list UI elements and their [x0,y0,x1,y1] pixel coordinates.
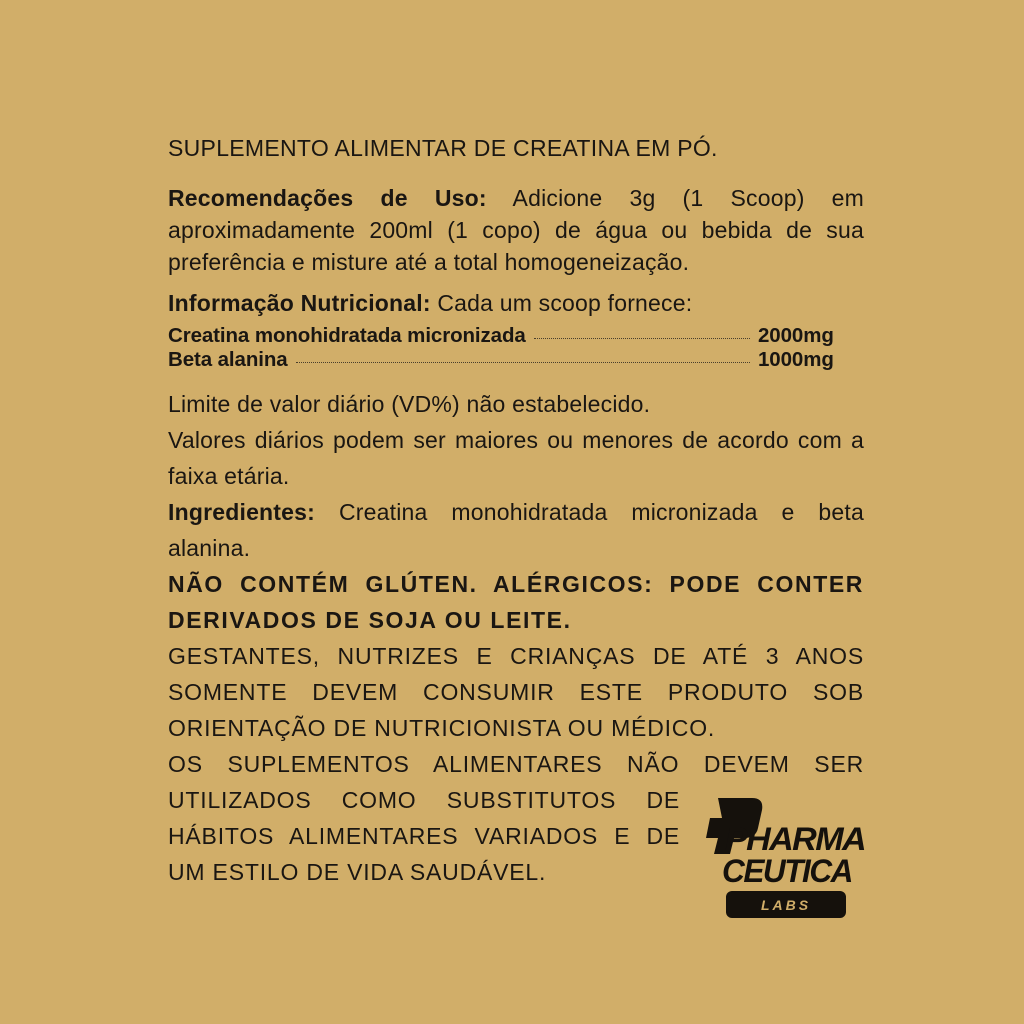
nutrition-text: Cada um scoop fornece: [430,290,693,316]
logo-badge-text: LABS [760,897,812,913]
nutrition-row-beta-alanine [168,348,850,372]
supplement-warning-line-3: HÁBITOS ALIMENTARES VARIADOS E DE [168,823,680,849]
nutrient-name: Creatina monohidratada micronizada [168,324,526,347]
daily-values-note: Valores diários podem ser maiores ou menores de acordo com a faixa etária. [168,427,864,489]
usage-recommendation [168,182,864,278]
dot-leader [296,362,750,363]
nutrition-row-creatine [168,324,850,348]
logo-line-1: PHARMA [725,821,865,857]
product-type: SUPLEMENTO ALIMENTAR DE CREATINA EM PÓ. [168,135,718,161]
usage-heading: Recomendações de Uso: [168,185,487,211]
ingredients-heading: Ingredientes: [168,499,316,525]
product-label [168,128,864,890]
dot-leader [534,338,750,339]
allergen-warning: NÃO CONTÉM GLÚTEN. ALÉRGICOS: PODE CONTER DERIVADOS DE SOJA OU LEITE. [168,571,864,633]
nutrient-amount: 1000mg [758,348,834,371]
supplement-warning-line-4: UM ESTILO DE VIDA SAUDÁVEL. [168,859,547,885]
logo-line-2: CEUTICA [722,853,852,889]
vd-note: Limite de valor diário (VD%) não estabelecido. [168,391,651,417]
usage-text: Adicione 3g (1 Scoop) em aproximadamente 200ml (1 copo) de água ou bebida de sua preferência e misture até a total homogeneização. [168,185,864,275]
nutrient-name: Beta alanina [168,348,288,371]
ingredients-text: Creatina monohidratada micronizada e beta alanina. [168,499,864,561]
nutrient-amount: 2000mg [758,324,834,347]
supplement-warning-line-1: OS SUPLEMENTOS ALIMENTARES NÃO DEVEM SER [168,751,864,777]
nutrition-table [168,324,850,372]
pregnancy-warning: GESTANTES, NUTRIZES E CRIANÇAS DE ATÉ 3 ANOS SOMENTE DEVEM CONSUMIR ESTE PRODUTO SOB ORIENTAÇÃO DE NUTRICIONISTA OU MÉDICO. [168,643,864,741]
nutrition-heading: Informação Nutricional: [168,290,431,316]
nutrition-info [168,288,864,318]
ingredients [168,494,864,566]
supplement-warning-line-2: UTILIZADOS COMO SUBSTITUTOS DE [168,787,680,813]
pharmaceutica-labs-logo [700,792,866,924]
